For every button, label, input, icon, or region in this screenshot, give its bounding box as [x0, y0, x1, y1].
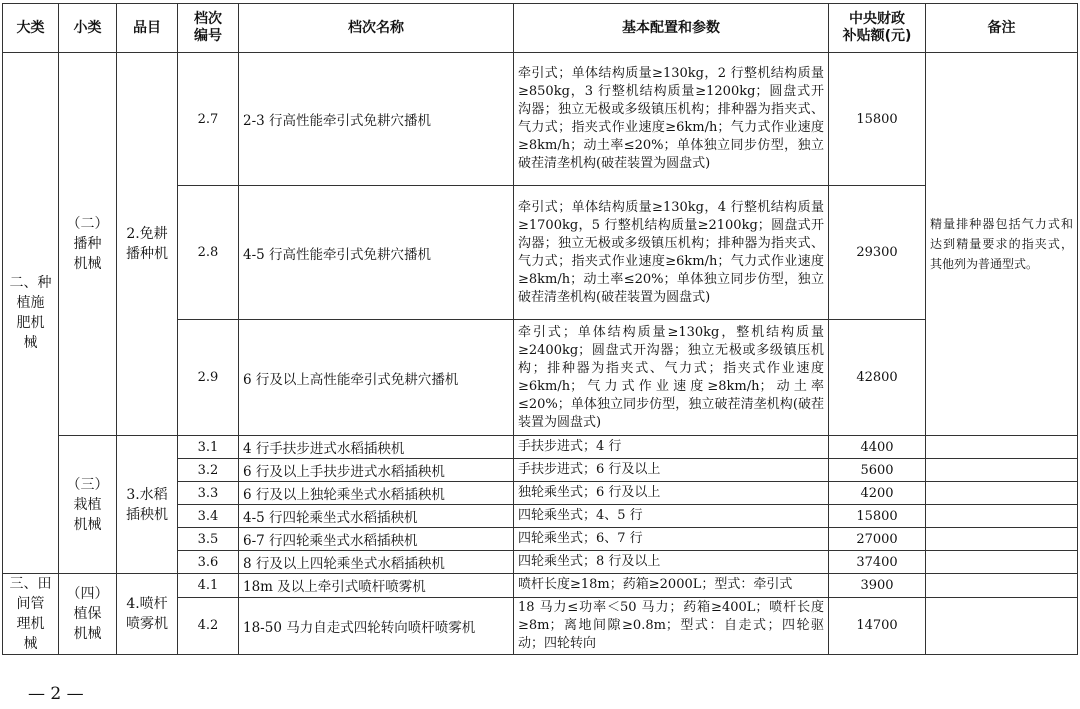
grade-code: 4.1 — [178, 574, 239, 598]
subcategory-transplanting: （三） 栽植 机械 — [59, 436, 117, 574]
grade-spec: 独轮乘坐式；6 行及以上 — [514, 482, 829, 505]
grade-amount: 14700 — [829, 597, 926, 654]
header-config: 基本配置和参数 — [514, 4, 829, 53]
table-row — [3, 53, 1078, 186]
grade-code: 3.5 — [178, 528, 239, 551]
grade-spec: 牵引式；单体结构质量≥130kg，整机结构质量≥2400kg；圆盘式开沟器；独立无极或多级镇压机构；排种器为指夹式、气力式；指夹式作业速度≥6km/h；气力式作业速度≥8km/h；动土率≤20%；单体独立同步仿型，独立破茬清垄机构(破茬装置为圆盘式) — [514, 320, 829, 436]
grade-spec: 手扶步进式；6 行及以上 — [514, 459, 829, 482]
header-row — [3, 4, 1078, 53]
grade-spec: 手扶步进式；4 行 — [514, 436, 829, 459]
header-remark: 备注 — [926, 4, 1078, 53]
grade-name: 4-5 行四轮乘坐式水稻插秧机 — [239, 505, 514, 528]
grade-amount: 5600 — [829, 459, 926, 482]
grade-spec: 四轮乘坐式；8 行及以上 — [514, 551, 829, 574]
grade-amount: 4200 — [829, 482, 926, 505]
grade-code: 2.9 — [178, 320, 239, 436]
table-row — [3, 574, 1078, 598]
grade-amount: 3900 — [829, 574, 926, 598]
item-rice-transplanter: 3.水稻 插秧机 — [117, 436, 178, 574]
grade-spec: 喷杆长度≥18m；药箱≥2000L；型式：牵引式 — [514, 574, 829, 598]
remark-empty — [926, 436, 1078, 459]
remark-empty — [926, 574, 1078, 598]
grade-spec: 四轮乘坐式；4、5 行 — [514, 505, 829, 528]
header-grade-name: 档次名称 — [239, 4, 514, 53]
grade-amount: 15800 — [829, 505, 926, 528]
grade-amount: 15800 — [829, 53, 926, 186]
grade-code: 3.6 — [178, 551, 239, 574]
grade-name: 4-5 行高性能牵引式免耕穴播机 — [239, 186, 514, 320]
item-no-till: 2.免耕 播种机 — [117, 53, 178, 436]
header-grade-no: 档次 编号 — [178, 4, 239, 53]
remark-empty — [926, 528, 1078, 551]
subcategory-protection: （四） 植保 机械 — [59, 574, 117, 655]
grade-name: 6 行及以上手扶步进式水稻插秧机 — [239, 459, 514, 482]
grade-name: 6 行及以上高性能牵引式免耕穴播机 — [239, 320, 514, 436]
subcategory-seeding: （二） 播种 机械 — [59, 53, 117, 436]
remark-text: 精量排种器包括气力式和达到精量要求的指夹式，其他列为普通型式。 — [926, 53, 1078, 436]
header-item: 品目 — [117, 4, 178, 53]
grade-code: 2.8 — [178, 186, 239, 320]
grade-spec: 四轮乘坐式；6、7 行 — [514, 528, 829, 551]
grade-amount: 27000 — [829, 528, 926, 551]
grade-spec: 18 马力≤功率＜50 马力；药箱≥400L；喷杆长度≥8m；离地间隙≥0.8m；型式：自走式；四轮驱动；四轮转向 — [514, 597, 829, 654]
grade-name: 18m 及以上牵引式喷杆喷雾机 — [239, 574, 514, 598]
subsidy-table — [2, 3, 1078, 655]
grade-amount: 4400 — [829, 436, 926, 459]
remark-empty — [926, 505, 1078, 528]
remark-empty — [926, 597, 1078, 654]
page-number: — 2 — — [28, 684, 84, 704]
grade-name: 6-7 行四轮乘坐式水稻插秧机 — [239, 528, 514, 551]
grade-amount: 29300 — [829, 186, 926, 320]
remark-empty — [926, 551, 1078, 574]
header-subsidy: 中央财政 补贴额(元) — [829, 4, 926, 53]
grade-spec: 牵引式；单体结构质量≥130kg，4 行整机结构质量≥1700kg，5 行整机结构质量≥2100kg；圆盘式开沟器；独立无极或多级镇压机构；排种器为指夹式、气力式；指夹式作业速度≥6km/h；气力式作业速度≥8km/h；动土率≤20%；单体独立同步仿型，独立破茬清垄机构(破茬装置为圆盘式) — [514, 186, 829, 320]
grade-code: 2.7 — [178, 53, 239, 186]
remark-empty — [926, 459, 1078, 482]
grade-amount: 42800 — [829, 320, 926, 436]
grade-name: 4 行手扶步进式水稻插秧机 — [239, 436, 514, 459]
grade-code: 3.3 — [178, 482, 239, 505]
grade-name: 18-50 马力自走式四轮转向喷杆喷雾机 — [239, 597, 514, 654]
grade-code: 3.4 — [178, 505, 239, 528]
header-category: 大类 — [3, 4, 59, 53]
item-boom-sprayer: 4.喷杆 喷雾机 — [117, 574, 178, 655]
header-subcategory: 小类 — [59, 4, 117, 53]
grade-spec: 牵引式；单体结构质量≥130kg，2 行整机结构质量≥850kg，3 行整机结构质量≥1200kg；圆盘式开沟器；独立无极或多级镇压机构；排种器为指夹式、气力式；指夹式作业速度≥6km/h；气力式作业速度≥8km/h；动土率≤20%；单体独立同步仿型，独立破茬清垄机构(破茬装置为圆盘式) — [514, 53, 829, 186]
category-planting: 二、种 植施 肥机 械 — [3, 53, 59, 574]
category-field-management: 三、田 间管 理机 械 — [3, 574, 59, 655]
grade-code: 4.2 — [178, 597, 239, 654]
grade-name: 8 行及以上四轮乘坐式水稻插秧机 — [239, 551, 514, 574]
grade-code: 3.1 — [178, 436, 239, 459]
grade-code: 3.2 — [178, 459, 239, 482]
grade-name: 6 行及以上独轮乘坐式水稻插秧机 — [239, 482, 514, 505]
table-row — [3, 436, 1078, 459]
grade-amount: 37400 — [829, 551, 926, 574]
remark-empty — [926, 482, 1078, 505]
grade-name: 2-3 行高性能牵引式免耕穴播机 — [239, 53, 514, 186]
